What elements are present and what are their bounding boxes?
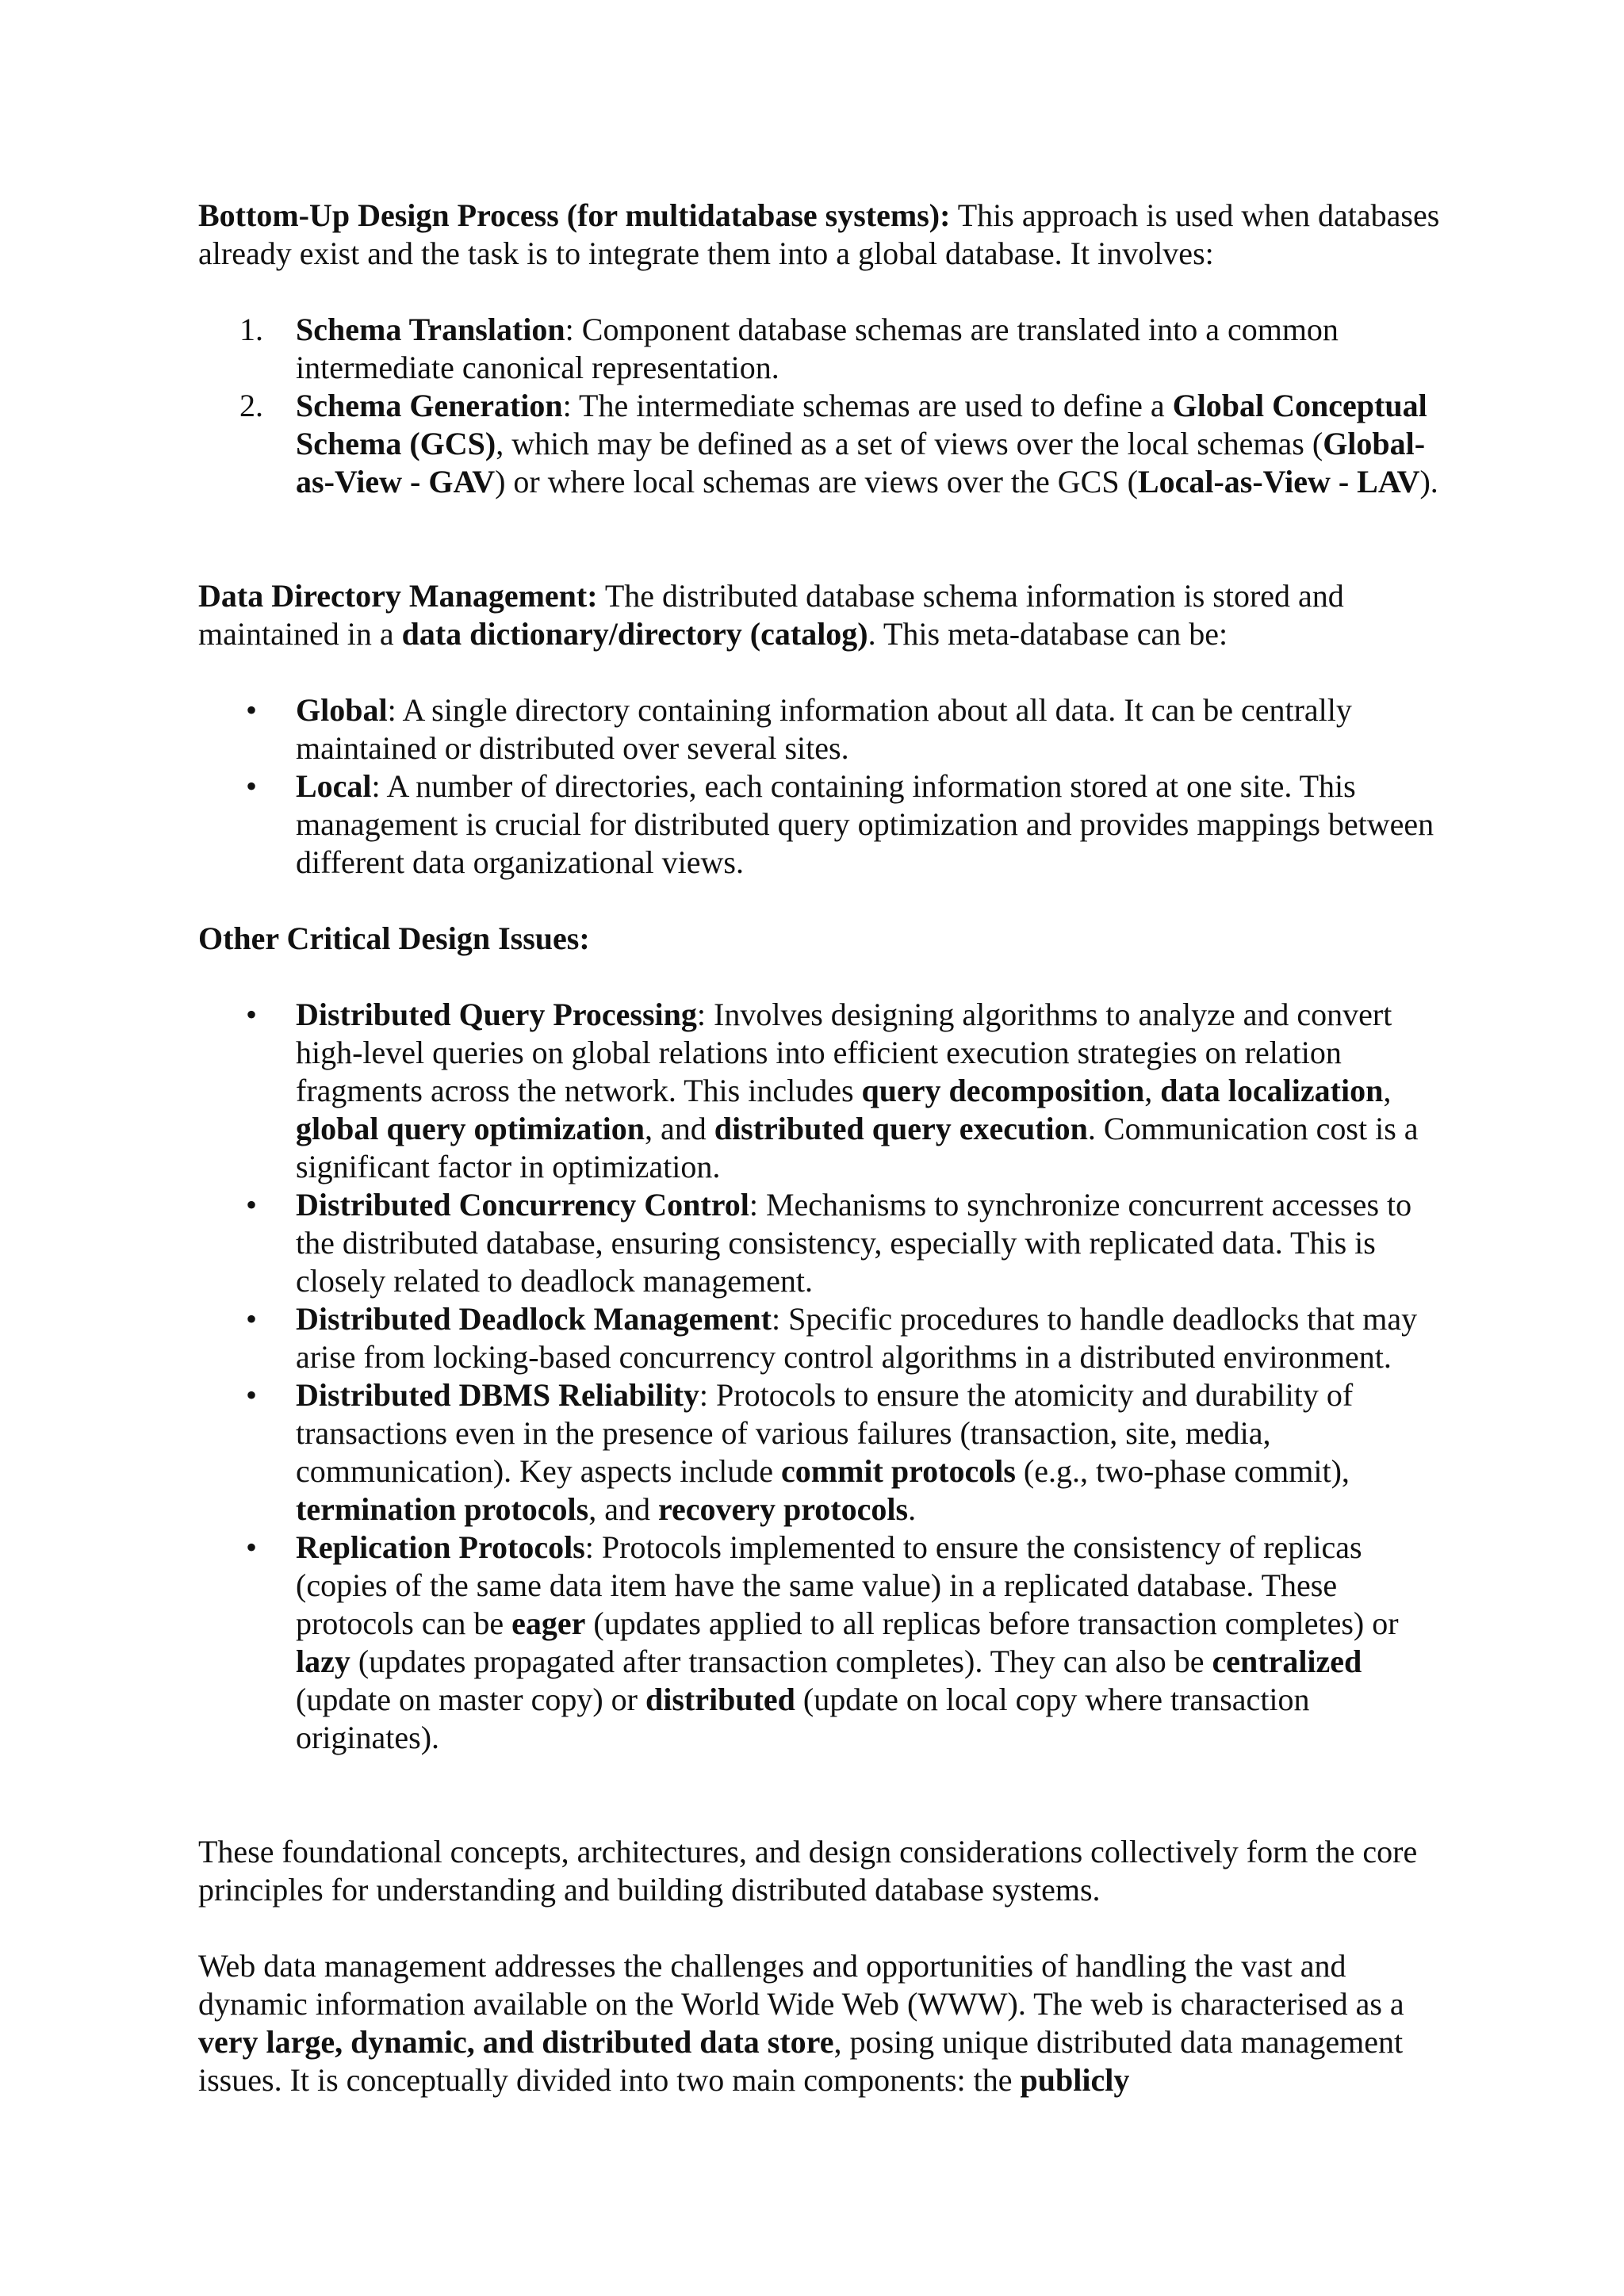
list-item-text: . Communication cost is a significant factor in optimization. <box>296 1111 1419 1184</box>
paragraph-text: Web data management addresses the challenges and opportunities of handling the vast and dynamic information available on the World Wide Web (WWW). The web is characterised as a <box>198 1948 1404 2022</box>
list-item-text: , <box>1144 1073 1161 1108</box>
term-data-localization: data localization <box>1160 1073 1384 1108</box>
list-item-text: (update on master copy) or <box>296 1682 645 1717</box>
term-recovery-protocols: recovery protocols <box>657 1491 909 1527</box>
list-item-text: , and <box>645 1111 714 1146</box>
data-directory-heading: Data Directory Management: <box>198 578 598 614</box>
list-item-text: , <box>1383 1073 1392 1108</box>
term-distributed: distributed <box>645 1682 795 1717</box>
list-item-text: (updates applied to all replicas before transaction completes) or <box>585 1605 1399 1641</box>
bullet-icon: • <box>246 1529 258 1565</box>
term-lazy: lazy <box>296 1644 350 1679</box>
list-item-local <box>198 767 1443 882</box>
bullet-icon: • <box>246 768 258 804</box>
bullet-icon: • <box>246 997 258 1032</box>
list-marker: 2. <box>239 388 263 423</box>
list-item-text: . <box>908 1491 917 1527</box>
list-item-schema-generation <box>198 387 1443 501</box>
list-item-deadlock-management <box>198 1300 1443 1376</box>
list-item-text: (updates propagated after transaction completes). They can also be <box>350 1644 1212 1679</box>
bottom-up-steps-list <box>198 311 1443 501</box>
list-item-text: : The intermediate schemas are used to define a <box>562 388 1173 423</box>
web-data-paragraph <box>198 1947 1443 2099</box>
term-deadlock-management: Distributed Deadlock Management <box>296 1301 772 1337</box>
term-publicly: publicly <box>1020 2062 1130 2098</box>
term-query-processing: Distributed Query Processing <box>296 997 697 1032</box>
other-issues-list <box>198 996 1443 1757</box>
list-item-global <box>198 691 1443 767</box>
bullet-icon: • <box>246 692 258 728</box>
conclusion-paragraph: These foundational concepts, architectures, and design considerations collectively form the core principles for understanding and building distributed database systems. <box>198 1834 1418 1908</box>
bottom-up-paragraph <box>198 197 1443 273</box>
list-item-text: : Involves designing algorithms to analyze and convert high-level queries on global relations into efficient execution strategies on relation fragments across the network. This includes <box>296 997 1392 1108</box>
list-item-text: , and <box>588 1491 658 1527</box>
bottom-up-heading: Bottom-Up Design Process (for multidatabase systems): <box>198 197 951 233</box>
term-schema-translation: Schema Translation <box>296 312 565 347</box>
term-global: Global <box>296 692 388 728</box>
bottom-up-intro: This approach is used when databases already exist and the task is to integrate them into a global database. It involves: <box>198 197 1440 271</box>
list-item-text: : Specific procedures to handle deadlocks that may arise from locking-based concurrency control algorithms in a distributed environment. <box>296 1301 1418 1375</box>
list-item-text: : A number of directories, each containing information stored at one site. This management is crucial for distributed query optimization and provides mappings between different data organizational views. <box>296 768 1434 880</box>
list-item-text: : Protocols implemented to ensure the consistency of replicas (copies of the same data item have the same value) in a replicated database. These protocols can be <box>296 1529 1362 1641</box>
list-item-text: : Component database schemas are translated into a common intermediate canonical representation. <box>296 312 1339 385</box>
list-item-text: : A single directory containing information about all data. It can be centrally maintained or distributed over several sites. <box>296 692 1352 766</box>
term-distributed-query-execution: distributed query execution <box>714 1111 1088 1146</box>
list-item-concurrency-control <box>198 1186 1443 1300</box>
bullet-icon: • <box>246 1377 258 1413</box>
term-catalog: data dictionary/directory (catalog) <box>401 616 868 652</box>
term-dbms-reliability: Distributed DBMS Reliability <box>296 1377 699 1413</box>
term-query-decomposition: query decomposition <box>861 1073 1145 1108</box>
list-item-query-processing <box>198 996 1443 1186</box>
term-schema-generation: Schema Generation <box>296 388 563 423</box>
term-concurrency-control: Distributed Concurrency Control <box>296 1187 749 1223</box>
term-global-query-optimization: global query optimization <box>296 1111 645 1146</box>
list-item-text: (e.g., two-phase commit), <box>1015 1453 1350 1489</box>
bullet-icon: • <box>246 1187 258 1223</box>
term-replication-protocols: Replication Protocols <box>296 1529 585 1565</box>
paragraph-text: The distributed database schema information is stored and maintained in a <box>198 578 1344 652</box>
data-directory-list <box>198 691 1443 882</box>
list-item-text: ). <box>1419 464 1438 499</box>
bullet-icon: • <box>246 1301 258 1337</box>
data-directory-paragraph <box>198 577 1443 653</box>
term-centralized: centralized <box>1212 1644 1362 1679</box>
term-eager: eager <box>511 1605 586 1641</box>
paragraph-text: . This meta-database can be: <box>868 616 1228 652</box>
term-gav: Global-as-View - GAV <box>296 426 1426 499</box>
list-item-text: , which may be defined as a set of views over the local schemas ( <box>496 426 1323 461</box>
list-marker: 1. <box>239 312 263 347</box>
term-gcs: Global Conceptual Schema (GCS) <box>296 388 1427 461</box>
list-item-text: ) or where local schemas are views over the GCS ( <box>495 464 1138 499</box>
list-item-replication-protocols <box>198 1529 1443 1757</box>
other-issues-heading: Other Critical Design Issues: <box>198 920 590 956</box>
term-termination-protocols: termination protocols <box>296 1491 589 1527</box>
paragraph-text: , posing unique distributed data management issues. It is conceptually divided into two main components: the <box>198 2024 1404 2098</box>
term-lav: Local-as-View - LAV <box>1137 464 1420 499</box>
list-item-text: : Protocols to ensure the atomicity and durability of transactions even in the presence of various failures (transaction, site, media, communication). Key aspects include <box>296 1377 1354 1489</box>
term-distributed-data-store: very large, dynamic, and distributed data store <box>198 2024 834 2060</box>
term-local: Local <box>296 768 372 804</box>
term-commit-protocols: commit protocols <box>781 1453 1016 1489</box>
list-item-schema-translation <box>198 311 1443 387</box>
other-issues-paragraph <box>198 920 1443 958</box>
list-item-text: : Mechanisms to synchronize concurrent accesses to the distributed database, ensuring consistency, especially with replicated data. This is closely related to deadlock management. <box>296 1187 1412 1299</box>
list-item-text: (update on local copy where transaction originates). <box>296 1682 1310 1755</box>
list-item-dbms-reliability <box>198 1376 1443 1529</box>
